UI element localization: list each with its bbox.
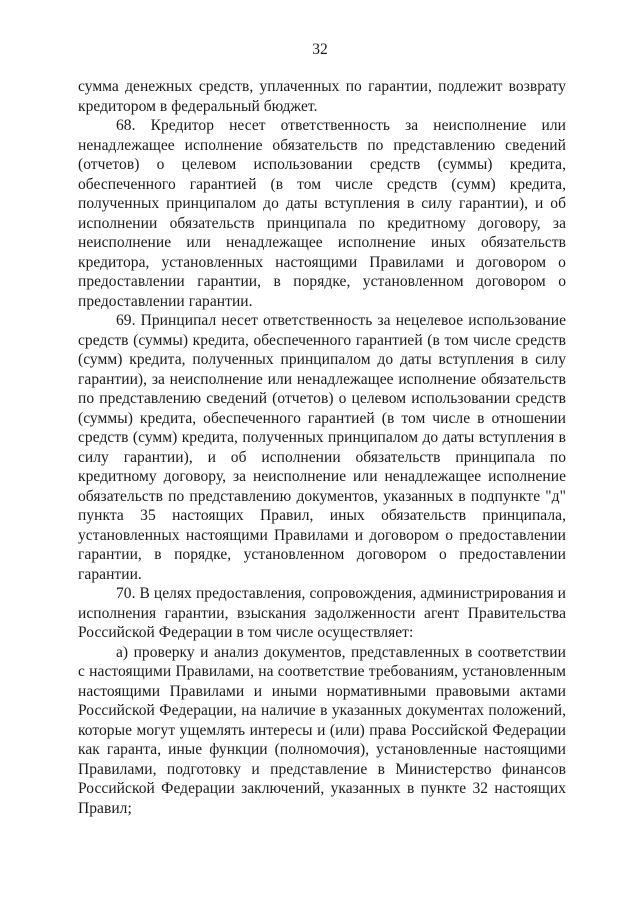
paragraph-70-a: а) проверку и анализ документов, представленных в соответствии с настоящими Правилами, на соответствие требованиям, установленным настоящими Правилами и иными нормативными правовыми актами Российской Федерации, на наличие в указанных документах положений, которые могут ущемлять интересы и (или) права Российской Федерации как гаранта, иные функции (полномочия), установленные настоящими Правилами, подготовку и представление в Министерство финансов Российской Федерации заключений, указанных в пункте 32 настоящих Правил; [78,643,566,817]
document-body [78,77,566,818]
page-number: 32 [312,41,328,58]
paragraph-69: 69. Принципал несет ответственность за нецелевое использование средств (суммы) кредита, обеспеченного гарантией (в том числе средств (сумм) кредита, полученных принципалом до даты вступления в силу гарантии), за неисполнение или ненадлежащее исполнение обязательств по представлению сведений (отчетов) о целевом использовании средств (суммы) кредита, обеспеченного гарантией (в том числе в отношении средств (сумм) кредита, полученных принципалом до даты вступления в силу гарантии), и об исполнении обязательств принципала по кредитному договору, за неисполнение или ненадлежащее исполнение обязательств по представлению документов, указанных в подпункте "д" пункта 35 настоящих Правил, иных обязательств принципала, установленных настоящими Правилами и договором о предоставлении гарантии, в порядке, установленном договором о предоставлении гарантии. [78,312,566,583]
paragraph-68: 68. Кредитор несет ответственность за неисполнение или ненадлежащее исполнение обязательств по представлению сведений (отчетов) о целевом использовании средств (суммы) кредита, обеспеченного гарантией (в том числе средств (сумм) кредита, полученных принципалом до даты вступления в силу гарантии), и об исполнении обязательств принципала по кредитному договору, за неисполнение или ненадлежащее исполнение иных обязательств кредитора, установленных настоящими Правилами и договором о предоставлении гарантии, в порядке, установленном договором о предоставлении гарантии. [78,117,566,310]
paragraph-continuation: сумма денежных средств, уплаченных по гарантии, подлежит возврату кредитором в федеральный бюджет. [78,78,566,115]
paragraph-70: 70. В целях предоставления, сопровождения, администрирования и исполнения гарантии, взыскания задолженности агент Правительства Российской Федерации в том числе осуществляет: [78,585,566,641]
